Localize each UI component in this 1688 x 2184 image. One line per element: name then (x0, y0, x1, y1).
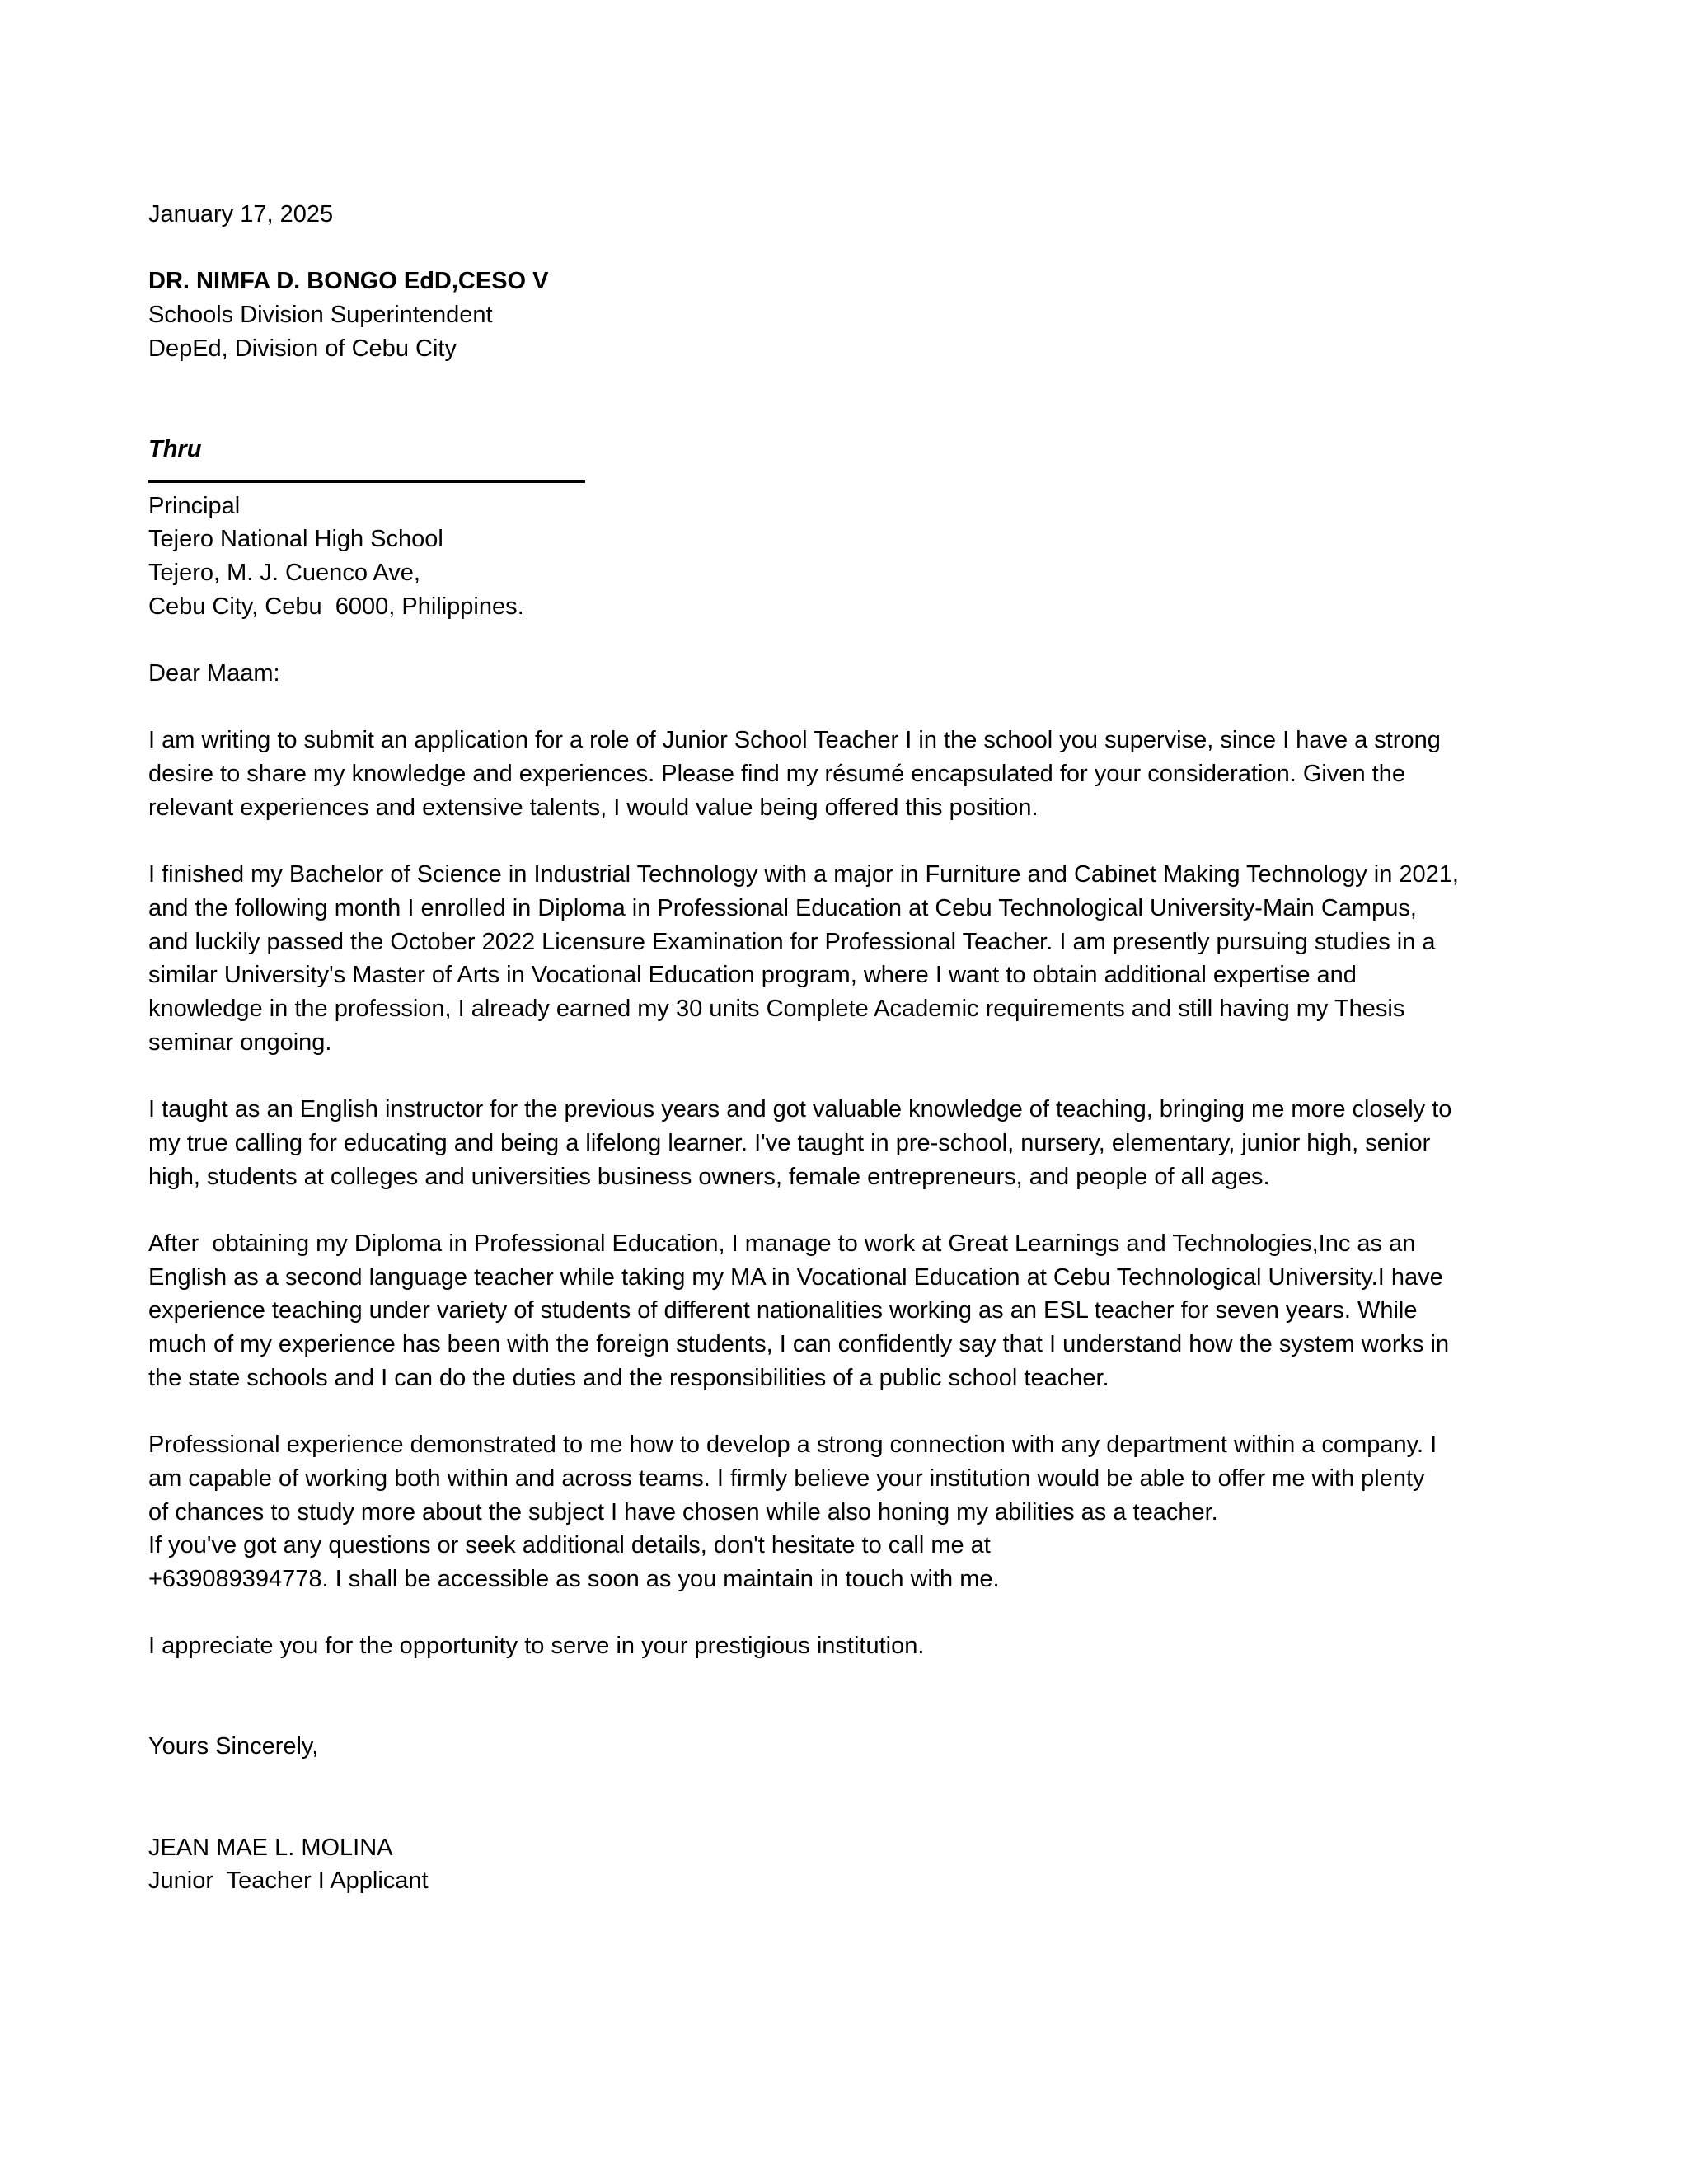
application-letter (148, 198, 1550, 1898)
body-line: seminar ongoing. (148, 1029, 332, 1056)
body-line: relevant experiences and extensive talents, I would value being offered this position. (148, 794, 1039, 821)
body-line: am capable of working both within and across teams. I firmly believe your institution would be able to offer me with plenty (148, 1465, 1425, 1492)
signatory-name: JEAN MAE L. MOLINA (148, 1834, 393, 1861)
body-paragraph-2 (148, 858, 1550, 1059)
thru-label: Thru (148, 435, 202, 462)
thru-role: Principal (148, 492, 241, 519)
body-paragraph-3 (148, 1093, 1550, 1193)
body-line: If you've got any questions or seek additional details, don't hesitate to call me at (148, 1532, 991, 1559)
thru-address-line1: Tejero, M. J. Cuenco Ave, (148, 560, 420, 586)
body-line: and luckily passed the October 2022 Licensure Examination for Professional Teacher. I am presently pursuing studies in a (148, 928, 1436, 955)
thru-address-line2: Cebu City, Cebu 6000, Philippines. (148, 593, 524, 620)
body-line: and the following month I enrolled in Diploma in Professional Education at Cebu Technological University-Main Campus, (148, 894, 1417, 921)
recipient-title: Schools Division Superintendent (148, 302, 493, 329)
body-line: desire to share my knowledge and experiences. Please find my résumé encapsulated for your consideration. Given the (148, 761, 1405, 788)
signatory-title: Junior Teacher I Applicant (148, 1868, 429, 1895)
body-line: I am writing to submit an application for a role of Junior School Teacher I in the school you supervise, since I have a strong (148, 727, 1441, 754)
body-line: I appreciate you for the opportunity to serve in your prestigious institution. (148, 1633, 925, 1660)
body-line: my true calling for educating and being a lifelong learner. I've taught in pre-school, nursery, elementary, junior high, senior (148, 1129, 1431, 1156)
body-line: of chances to study more about the subject I have chosen while also honing my abilities as a teacher. (148, 1498, 1218, 1526)
thru-name-blank-line (148, 480, 585, 483)
body-line: Professional experience demonstrated to me how to develop a strong connection with any department within a company. I (148, 1432, 1437, 1459)
recipient-office: DepEd, Division of Cebu City (148, 335, 457, 362)
thru-school: Tejero National High School (148, 526, 443, 553)
body-line: much of my experience has been with the foreign students, I can confidently say that I understand how the system works in (148, 1331, 1450, 1358)
salutation: Dear Maam: (148, 660, 280, 687)
body-line: knowledge in the profession, I already earned my 30 units Complete Academic requirements and still having my Thesis (148, 996, 1405, 1023)
body-line: +639089394778. I shall be accessible as soon as you maintain in touch with me. (148, 1566, 1000, 1592)
body-line: high, students at colleges and universities business owners, female entrepreneurs, and people of all ages. (148, 1163, 1270, 1190)
body-paragraph-6 (148, 1629, 1550, 1663)
recipient-name: DR. NIMFA D. BONGO EdD,CESO V (148, 268, 549, 295)
letter-date: January 17, 2025 (148, 201, 334, 227)
body-line: similar University's Master of Arts in Vocational Education program, where I want to obtain additional expertise and (148, 962, 1357, 989)
body-paragraph-4 (148, 1227, 1550, 1395)
body-paragraph-1 (148, 724, 1550, 824)
body-line: the state schools and I can do the duties and the responsibilities of a public school teacher. (148, 1364, 1109, 1391)
body-line: I taught as an English instructor for the previous years and got valuable knowledge of teaching, bringing me more closely to (148, 1096, 1452, 1123)
body-line: After obtaining my Diploma in Professional Education, I manage to work at Great Learnings and Technologies,Inc as an (148, 1230, 1416, 1257)
body-line: experience teaching under variety of students of different nationalities working as an ESL teacher for seven years. While (148, 1297, 1418, 1324)
body-paragraph-5 (148, 1428, 1550, 1596)
body-line: English as a second language teacher while taking my MA in Vocational Education at Cebu Technological University.I have (148, 1263, 1443, 1291)
closing: Yours Sincerely, (148, 1733, 319, 1760)
body-line: I finished my Bachelor of Science in Industrial Technology with a major in Furniture and Cabinet Making Technology in 2021, (148, 861, 1459, 888)
